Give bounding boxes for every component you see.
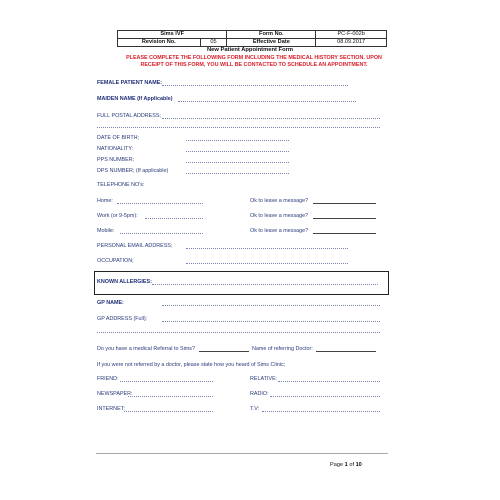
telephone-label: TELEPHONE NO's: (97, 182, 145, 188)
page-current: 1 (344, 462, 348, 468)
dob-field[interactable] (186, 140, 289, 141)
relative-field[interactable] (278, 381, 380, 382)
work-phone-field[interactable] (145, 218, 203, 219)
internet-field[interactable] (124, 411, 213, 412)
home-phone-label: Home: (97, 198, 113, 204)
email-field[interactable] (186, 248, 348, 249)
friend-field[interactable] (120, 381, 213, 382)
page-total: 10 (355, 462, 362, 468)
page-number (330, 462, 362, 468)
tv-field[interactable] (262, 411, 380, 412)
dob-label: DATE OF BIRTH; (97, 135, 140, 141)
female-patient-name-label: FEMALE PATIENT NAME: (97, 80, 163, 86)
form-no-cell: PC-F-002b (316, 31, 387, 39)
home-ok-message-field[interactable] (313, 203, 376, 204)
referring-doctor-field[interactable] (316, 351, 376, 352)
friend-label: FRIEND: (97, 376, 119, 382)
radio-field[interactable] (270, 396, 380, 397)
form-warning: PLEASE COMPLETE THE FOLLOWING FORM INCLUDING THE MEDICAL HISTORY SECTION. UPON RECEIPT OF THIS FORM, YOU WILL BE CONTACTED TO SCHEDULE AN APPOINTMENT. (126, 55, 382, 68)
newspaper-label: NEWSPAPER: (97, 391, 133, 397)
internet-label: INTERNET: (97, 406, 125, 412)
footer-divider (96, 453, 388, 454)
mobile-phone-label: Mobile: (97, 228, 115, 234)
work-ok-message-field[interactable] (313, 218, 376, 219)
work-ok-message-label: Ok to leave a message? (250, 213, 309, 219)
form-no-label-cell: Form No. (227, 31, 316, 39)
revision-cell: 05 (200, 39, 227, 47)
gp-name-field[interactable] (162, 305, 380, 306)
work-phone-label: Work (or 9-5pm): (97, 213, 138, 219)
nationality-label: NATIONALITY: (97, 146, 134, 152)
maiden-name-field[interactable] (178, 101, 356, 102)
newspaper-field[interactable] (128, 396, 213, 397)
tv-label: T.V: (250, 406, 260, 412)
referring-doctor-label: Name of referring Doctor: (252, 346, 313, 352)
nationality-field[interactable] (186, 151, 289, 152)
dps-field[interactable] (186, 173, 289, 174)
home-ok-message-label: Ok to leave a message? (250, 198, 309, 204)
document-header-table (117, 30, 387, 47)
org-name-cell: Sims IVF (118, 31, 227, 39)
home-phone-field[interactable] (117, 203, 203, 204)
occupation-field[interactable] (186, 263, 348, 264)
of-word: of (349, 462, 354, 468)
not-referred-label: If you were not referred by a doctor, please state how you heard of Sims Clinic; (97, 362, 286, 368)
form-title: New Patient Appointment Form (206, 47, 294, 53)
female-patient-name-field[interactable] (162, 85, 348, 86)
gp-name-label: GP NAME: (97, 300, 124, 306)
gp-address-field-1[interactable] (162, 321, 380, 322)
revision-label-cell: Revision No. (118, 39, 201, 47)
relative-label: RELATIVE: (250, 376, 278, 382)
mobile-ok-message-label: Ok to leave a message? (250, 228, 309, 234)
mobile-phone-field[interactable] (120, 233, 203, 234)
pps-label: PPS NUMBER; (97, 157, 135, 163)
gp-address-field-2[interactable] (97, 332, 380, 333)
effective-date-cell: 08.09.2017 (316, 39, 387, 47)
occupation-label: OCCUPATION; (97, 258, 134, 264)
postal-address-label: FULL POSTAL ADDRESS; (97, 113, 161, 119)
email-label: PERSONAL EMAIL ADDRESS; (97, 243, 173, 249)
dps-label: DPS NUMBER; (If applicable) (97, 168, 169, 174)
effective-label-cell: Effective Date (227, 39, 316, 47)
postal-address-field-2[interactable] (97, 127, 380, 128)
maiden-name-label: MAIDEN NAME (If Applicable) (97, 96, 173, 102)
postal-address-field-1[interactable] (162, 118, 380, 119)
allergies-field[interactable] (152, 284, 378, 285)
gp-address-label: GP ADDRESS (Full); (97, 316, 148, 322)
radio-label: RADIO: (250, 391, 269, 397)
page-word: Page (330, 462, 344, 468)
pps-field[interactable] (186, 162, 289, 163)
referral-field[interactable] (199, 351, 249, 352)
referral-label: Do you have a medical Referral to Sims? (97, 346, 195, 352)
mobile-ok-message-field[interactable] (313, 233, 376, 234)
allergies-label: KNOWN ALLERGIES: (97, 279, 152, 285)
